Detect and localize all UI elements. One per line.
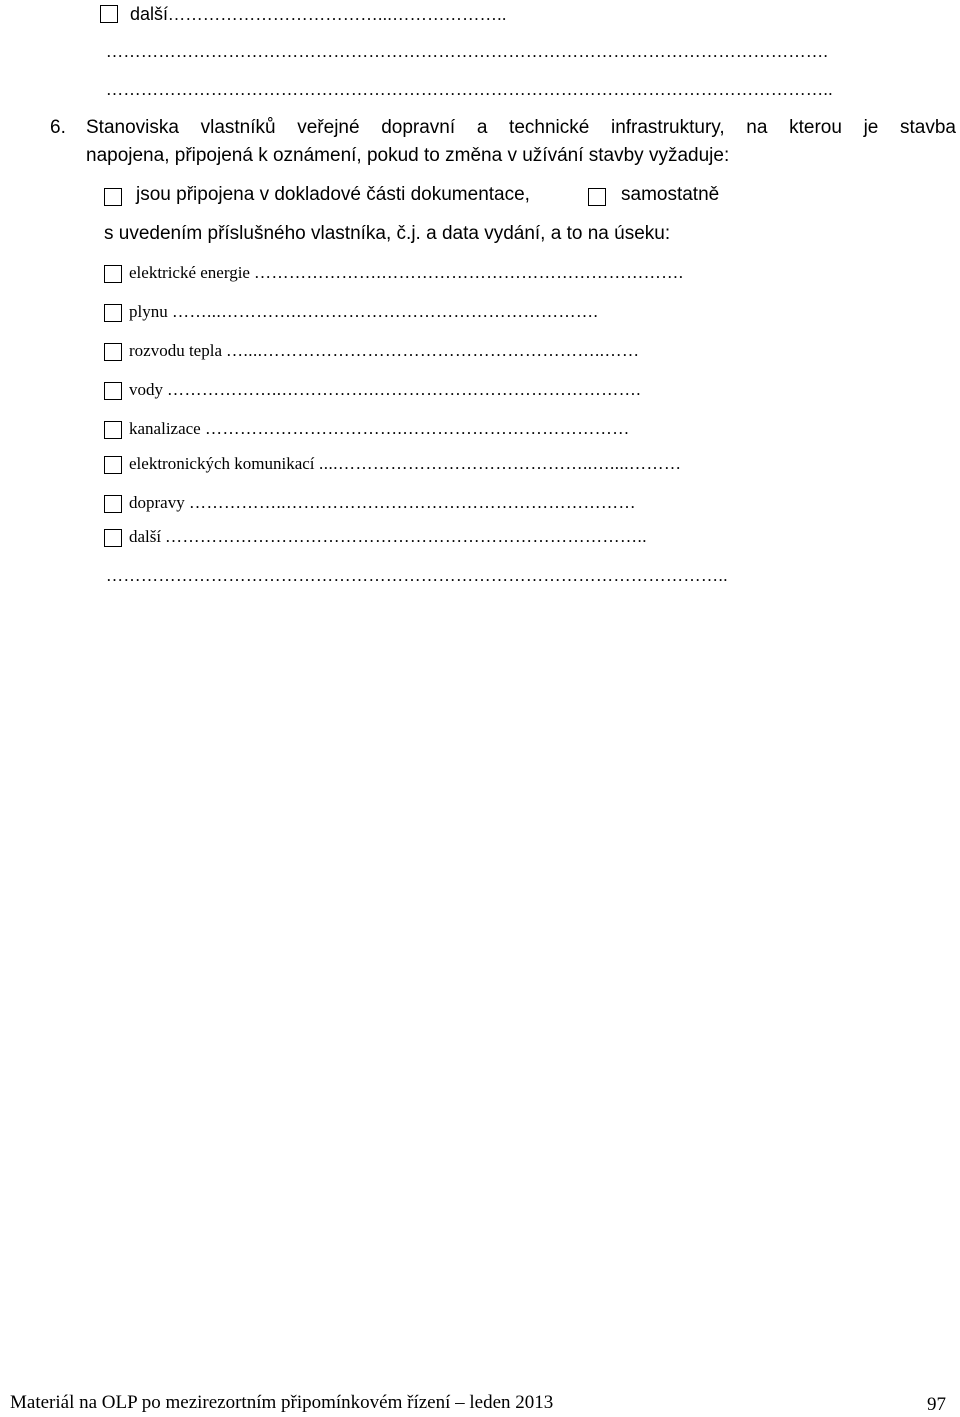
utility-label: kanalizace <box>129 419 201 438</box>
dalsi-top-dots: ………………………………...……………….. <box>168 5 507 24</box>
checkbox-utility[interactable] <box>104 495 122 513</box>
checkbox-utility[interactable] <box>104 265 122 283</box>
section-line-1: Stanoviska vlastníků veřejné dopravní a technické infrastruktury, na kterou je stavba <box>86 117 956 138</box>
utility-label: dopravy <box>129 493 185 512</box>
checkbox-utility[interactable] <box>104 343 122 361</box>
utility-label: vody <box>129 380 163 399</box>
page-number: 97 <box>927 1394 946 1415</box>
utility-label: elektronických komunikací <box>129 454 315 473</box>
dalsi-top-continuation-2: …………………………………………………………………………………………………………….. <box>106 80 833 99</box>
checkbox-utility[interactable] <box>104 382 122 400</box>
checkbox-utility[interactable] <box>104 529 122 547</box>
utility-dots: ……………………………………………………………………….. <box>165 527 647 546</box>
checkbox-attached[interactable] <box>104 188 122 206</box>
checkbox-utility[interactable] <box>104 421 122 439</box>
utility-label: rozvodu tepla <box>129 341 222 360</box>
utility-dots: ……...………….……………………………………………. <box>172 302 599 321</box>
utility-dots: ……………..…………………………………………………… <box>189 493 636 512</box>
section-line-3: s uvedením příslušného vlastníka, č.j. a data vydání, a to na úseku: <box>104 223 671 244</box>
checkbox-separate[interactable] <box>588 188 606 206</box>
dalsi-top-label: další <box>130 4 169 24</box>
dalsi-top-continuation-1: ……………………………………………………………………………………………………………. <box>106 42 829 61</box>
checkbox-utility[interactable] <box>104 456 122 474</box>
section-number: 6. <box>50 117 66 138</box>
utility-dots: ………………….……………………………………………. <box>254 263 684 282</box>
section-line-2: napojena, připojená k oznámení, pokud to změna v užívání stavby vyžaduje: <box>86 145 730 166</box>
utility-label: elektrické energie <box>129 263 250 282</box>
utilities-continuation-dots: …………………………………………………………………………………………….. <box>106 566 728 585</box>
utility-label: plynu <box>129 302 168 321</box>
option-separate-label: samostatně <box>621 184 720 205</box>
utility-dots: ………………..…………….………………………………………. <box>167 380 641 399</box>
option-attached-label: jsou připojena v dokladové části dokumentace, <box>136 184 530 205</box>
footer-text: Materiál na OLP po mezirezortním připomínkovém řízení – leden 2013 <box>10 1392 554 1413</box>
checkbox-dalsi-top[interactable] <box>100 5 118 23</box>
utility-dots: …....…………………………………………………..…… <box>226 341 640 360</box>
utility-dots: ....……………………………………..…....……… <box>319 454 682 473</box>
checkbox-utility[interactable] <box>104 304 122 322</box>
utility-dots: …………………………….………………………………… <box>205 419 630 438</box>
utility-label: další <box>129 527 162 546</box>
